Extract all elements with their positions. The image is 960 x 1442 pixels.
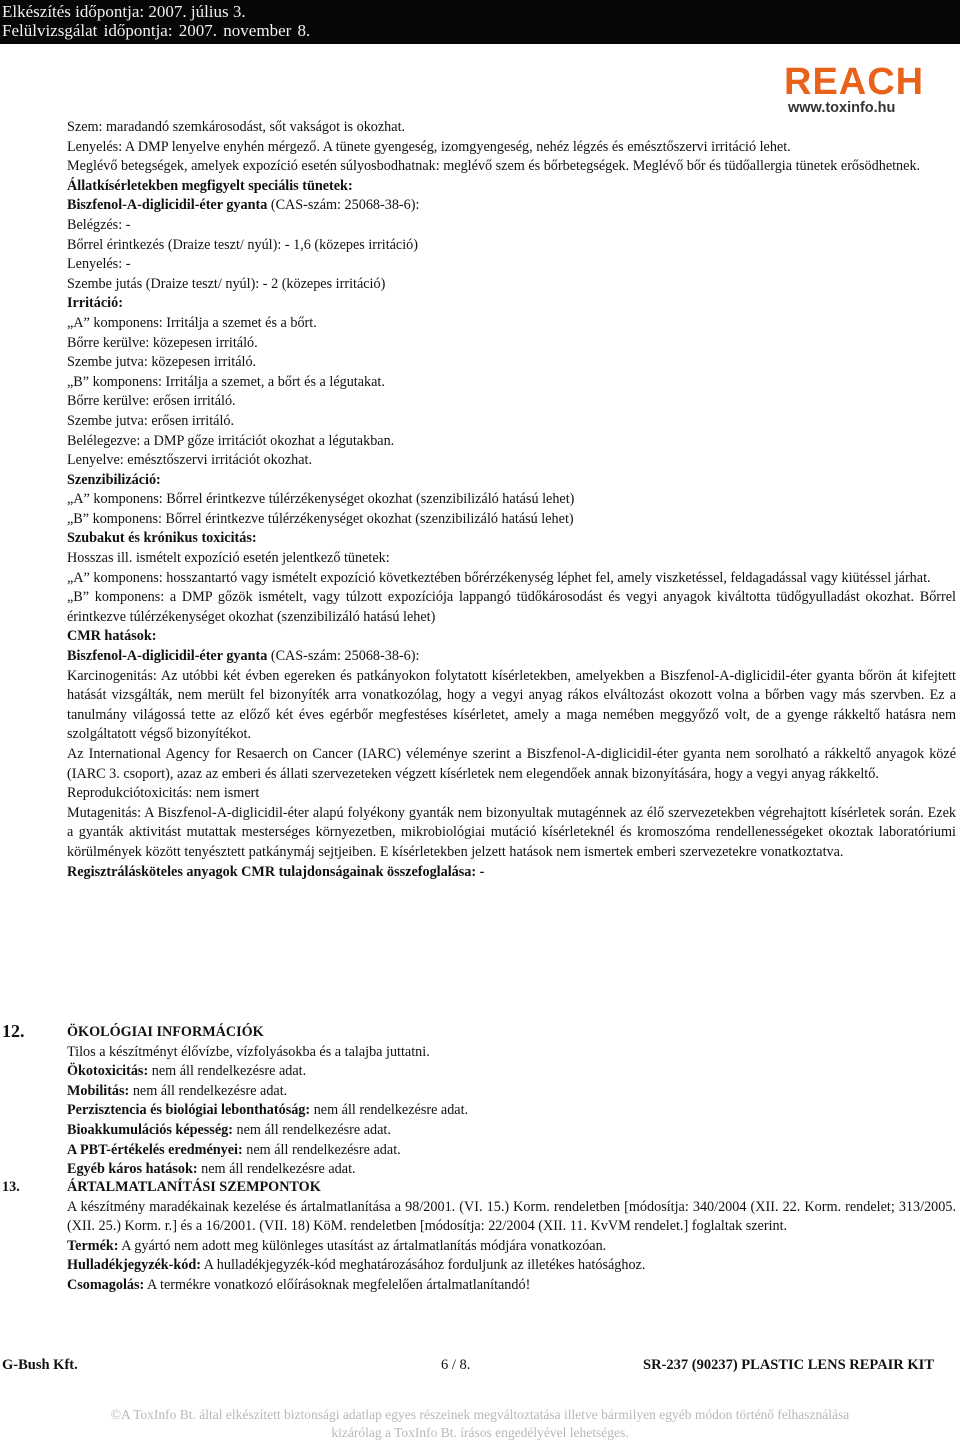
product-name: SR-237 (90237) PLASTIC LENS REPAIR KIT <box>643 1357 934 1373</box>
section-number: 13. <box>2 1179 20 1195</box>
substance-line: Biszfenol-A-diglicidil-éter gyanta (CAS-szám: 25068-38-6): <box>67 197 420 214</box>
list-item: Ökotoxicitás: nem áll rendelkezésre adat. <box>67 1063 307 1080</box>
text-line: Szembe jutva: erősen irritáló. <box>67 412 235 429</box>
carcinogenicity-paragraph: Karcinogenitás: Az utóbbi két évben egereken és patkányokon folytatott kísérletekben, amelyekben a Biszfenol-A-diglicidil-éter gyanta bőrön át kifejtett hatását vizsgálták, nem merült fel bizonyíték arra vonatkozólag, hogy a vegyi anyag rákos elváltozást okozott volna a bőrben vagy más szervben. Ez a tanulmány világossá tette az előző két éves egérbőr megfestéses kísérletet, amely a maga nemében meggyőző volt, de a gyenge rákkeltő hatásra nem szolgáltatott végső bizonyítékot. <box>67 667 956 743</box>
copyright-line: ©A ToxInfo Bt. által elkészített biztonsági adatlap egyes részeinek megváltoztatása illetve bármilyen egyéb módon történő felhasználása <box>110 1407 850 1422</box>
text-line: Szem: maradandó szemkárosodást, sőt vakságot is okozhat. <box>67 119 406 135</box>
section-number: 12. <box>2 1021 25 1041</box>
list-item: Termék: A gyártó nem adott meg különleges utasítást az ártalmatlanítás módjára vonatkozóan. <box>67 1237 607 1254</box>
company-name: G-Bush Kft. <box>2 1357 78 1373</box>
list-item: Hulladékjegyzék-kód: A hulladékjegyzék-kód meghatározásához forduljunk az illetékes hatósághoz. <box>67 1257 646 1274</box>
text-paragraph: „B” komponens: a DMP gőzök ismételt, vagy túlzott expozíciója lappangó tüdőkárosodást és vegyi anyagok kiváltotta tüdőgyulladást okozhat. Bőrrel érintkezve túlérzékenységet okozhat (szenzibilizáló hatású lehet) <box>67 589 956 625</box>
text-line: Szembe jutás (Draize teszt/ nyúl): - 2 (közepes irritáció) <box>67 275 386 292</box>
text-line: Belégzés: - <box>67 216 131 233</box>
cmr-summary: Regisztrálásköteles anyagok CMR tulajdonságainak összefoglalása: - <box>67 863 485 880</box>
subheading-irritation: Irritáció: <box>67 295 123 312</box>
list-item: Perzisztencia és biológiai lebonthatóság: nem áll rendelkezésre adat. <box>67 1102 469 1119</box>
reach-logo-text: REACH <box>784 61 925 103</box>
mutagenicity-paragraph: Mutagenitás: A Biszfenol-A-diglicidil-éter alapú folyékony gyanták nem bizonyultak mutagénnek az élő szervezetekben végrehajtott kísérletek során. Ezek a gyanták aktivitást mutattak mesterséges környezetben, mikrobiológiai mutáció kísérleteknél és kromoszóma rendellenességeket okoztak laboratóriumi körülmények között tenyésztett patkánymáj sejtjeiben. E kísérletekben jelzett hatások nem ismertek emberi szervezetekre vonatkoztatva. <box>67 804 956 860</box>
text-line: „B” komponens: Irritálja a szemet, a bőrt és a légutakat. <box>67 373 385 390</box>
text-paragraph: A készítmény maradékainak kezelése és ártalmatlanítása a 98/2001. (VI. 15.) Korm. rendeletben [módosítja: 340/2004 (XII. 22. Korm. rendelet; 313/2005. (XII. 25.) Korm. r.] és a 16/2001. (VII. 18) KöM. rendeletben [módosítja: 22/2004 (XII. 11. KvVM rendelet.] foglaltak szerint. <box>67 1198 956 1235</box>
revision-date: Felülvizsgálat időpontja: 2007. november 8. <box>2 21 311 40</box>
list-item: Bioakkumulációs képesség: nem áll rendelkezésre adat. <box>67 1121 391 1138</box>
text-line: Bőrre kerülve: közepesen irritáló. <box>67 334 258 351</box>
section-11-continued <box>67 118 956 882</box>
text-line: Lenyelés: A DMP lenyelve enyhén mérgező. A tünete gyengeség, izomgyengeség, nehéz légzés és emésztőszervi irritáció lehet. <box>67 138 791 155</box>
iarc-paragraph: Az International Agency for Resaerch on Cancer (IARC) véleménye szerint a Biszfenol-A-diglicidil-éter gyanta nem sorolható a rákkeltő anyagok közé (IARC 3. csoport), azaz az emberi és állati szervezeteken végzett kísérletek nem elegendőek annak bizonyítására, hogy a vegyi anyag rákkeltő. <box>67 746 956 782</box>
text-line: Tilos a készítményt élővízbe, vízfolyásokba és a talajba juttatni. <box>67 1043 430 1060</box>
copyright-notice <box>0 1406 960 1442</box>
subheading-sensitization: Szenzibilizáció: <box>67 471 161 488</box>
text-paragraph: „A” komponens: hosszantartó vagy ismételt expozíció következtében bőrérzékenység léphet fel, amely viszketéssel, feldagadással vagy kiütéssel járhat. <box>67 569 931 586</box>
substance-name: Biszfenol-A-diglicidil-éter gyanta <box>67 648 268 665</box>
text-line: Lenyelés: - <box>67 256 131 273</box>
section-title: ÖKOLÓGIAI INFORMÁCIÓK <box>67 1024 264 1040</box>
text-paragraph: Meglévő betegségek, amelyek expozíció esetén súlyosbodhatnak: meglévő szem és bőrbetegségek. Meglévő bőr és tüdőallergia tünetek erősödhetnek. <box>67 158 921 175</box>
substance-line: Biszfenol-A-diglicidil-éter gyanta (CAS-szám: 25068-38-6): <box>67 648 420 665</box>
page-footer <box>0 1355 960 1377</box>
toxinfo-url: www.toxinfo.hu <box>788 100 896 116</box>
text-line: „A” komponens: Bőrrel érintkezve túlérzékenységet okozhat (szenzibilizáló hatású lehet) <box>67 491 575 508</box>
text-line: „A” komponens: Irritálja a szemet és a bőrt. <box>67 314 317 331</box>
section-title: ÁRTALMATLANÍTÁSI SZEMPONTOK <box>67 1179 321 1195</box>
subheading-animal-tests: Állatkísérletekben megfigyelt speciális tünetek: <box>67 177 353 194</box>
text-line: Szembe jutva: közepesen irritáló. <box>67 354 257 371</box>
list-item: A PBT-értékelés eredményei: nem áll rendelkezésre adat. <box>67 1141 401 1158</box>
document-header-bar <box>0 0 960 44</box>
list-item: Csomagolás: A termékre vonatkozó előírásoknak megfelelően ártalmatlanítandó! <box>67 1276 531 1293</box>
subheading-chronic-toxicity: Szubakut és krónikus toxicitás: <box>67 530 257 547</box>
substance-name: Biszfenol-A-diglicidil-éter gyanta <box>67 197 268 214</box>
text-line: Hosszas ill. ismételt expozíció esetén jelentkező tünetek: <box>67 550 390 567</box>
text-line: Reprodukciótoxicitás: nem ismert <box>67 785 260 802</box>
creation-date: Elkészítés időpontja: 2007. július 3. <box>2 2 246 21</box>
text-line: „B” komponens: Bőrrel érintkezve túlérzékenységet okozhat (szenzibilizáló hatású lehet) <box>67 510 574 527</box>
text-line: Belélegezve: a DMP gőze irritációt okozhat a légutakban. <box>67 432 395 449</box>
copyright-line: kizárólag a ToxInfo Bt. írásos engedélyével lehetséges. <box>331 1425 629 1440</box>
text-line: Bőrre kerülve: erősen irritáló. <box>67 393 236 410</box>
reach-logo <box>784 62 934 120</box>
subheading-cmr: CMR hatások: <box>67 628 157 645</box>
list-item: Egyéb káros hatások: nem áll rendelkezésre adat. <box>67 1161 356 1178</box>
text-line: Bőrrel érintkezés (Draize teszt/ nyúl): - 1,6 (közepes irritáció) <box>67 236 418 253</box>
list-item: Mobilitás: nem áll rendelkezésre adat. <box>67 1082 288 1099</box>
text-line: Lenyelve: emésztőszervi irritációt okozhat. <box>67 452 313 469</box>
page-number: 6 / 8. <box>441 1357 471 1373</box>
